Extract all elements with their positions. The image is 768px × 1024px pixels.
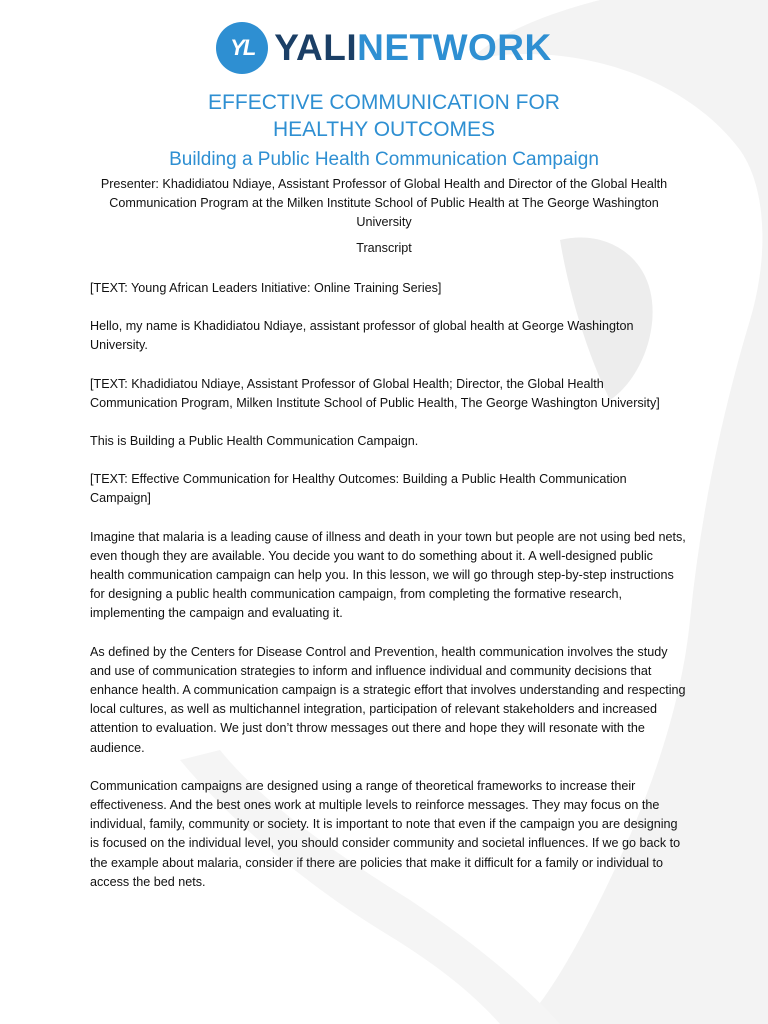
transcript-body xyxy=(90,279,690,911)
paragraph: [TEXT: Young African Leaders Initiative: Online Training Series] xyxy=(90,281,442,295)
paragraph: Communication campaigns are designed using a range of theoretical frameworks to increase their effectiveness. And the best ones work at multiple levels to reinforce messages. They may focus on the individual, family, community or society. It is important to note that even if the campaign you are designing is focused on the individual level, you should consider community and societal influences. If we go back to the example about malaria, consider if there are policies that make it difficult for a family or individual to access the bed nets. xyxy=(90,778,681,889)
paragraph: As defined by the Centers for Disease Control and Prevention, health communication involves the study and use of communication strategies to inform and influence individual and community decisions that enhance health. A communication campaign is a strategic effort that involves understanding and respecting local cultures, as well as multichannel integration, participation of relevant stakeholders and increased attention to evaluation. We just don’t throw messages out there and hope they will resonate with the audience. xyxy=(90,644,686,755)
logo-wordmark-yali: YALI xyxy=(274,27,358,68)
paragraph: [TEXT: Khadidiatou Ndiaye, Assistant Professor of Global Health; Director, the Global Health Communication Program, Milken Institute School of Public Health, The George Washington University] xyxy=(90,376,660,410)
paragraph: Imagine that malaria is a leading cause of illness and death in your town but people are not using bed nets, even though they are available. You decide you want to do something about it. A well-designed public health communication campaign can help you. In this lesson, we will go through step-by-step instructions for designing a public health communication campaign, from completing the formative research, implementing the campaign and evaluating it. xyxy=(90,529,686,621)
logo-wordmark-network: NETWORK xyxy=(357,27,552,68)
document-subtitle: Building a Public Health Communication Campaign xyxy=(169,149,599,170)
yali-emblem-icon xyxy=(216,22,268,74)
presenter-credit: Presenter: Khadidiatou Ndiaye, Assistant Professor of Global Health and Director of the Global Health Communication Program at the Milken Institute School of Public Health at The George Washington University xyxy=(100,177,668,229)
logo-mark-text: YL xyxy=(230,35,255,60)
paragraph: This is Building a Public Health Communication Campaign. xyxy=(90,434,419,449)
transcript-label: Transcript xyxy=(356,241,412,255)
paragraph: Hello, my name is Khadidiatou Ndiaye, assistant professor of global health at George Washington University. xyxy=(90,319,634,353)
yali-network-logo xyxy=(0,22,768,74)
document-title xyxy=(0,89,768,143)
title-line-2: HEALTHY OUTCOMES xyxy=(272,118,496,141)
logo-wordmark xyxy=(274,27,552,69)
title-line-1: EFFECTIVE COMMUNICATION FOR xyxy=(208,91,560,114)
paragraph: [TEXT: Effective Communication for Healthy Outcomes: Building a Public Health Communication Campaign] xyxy=(90,472,627,506)
